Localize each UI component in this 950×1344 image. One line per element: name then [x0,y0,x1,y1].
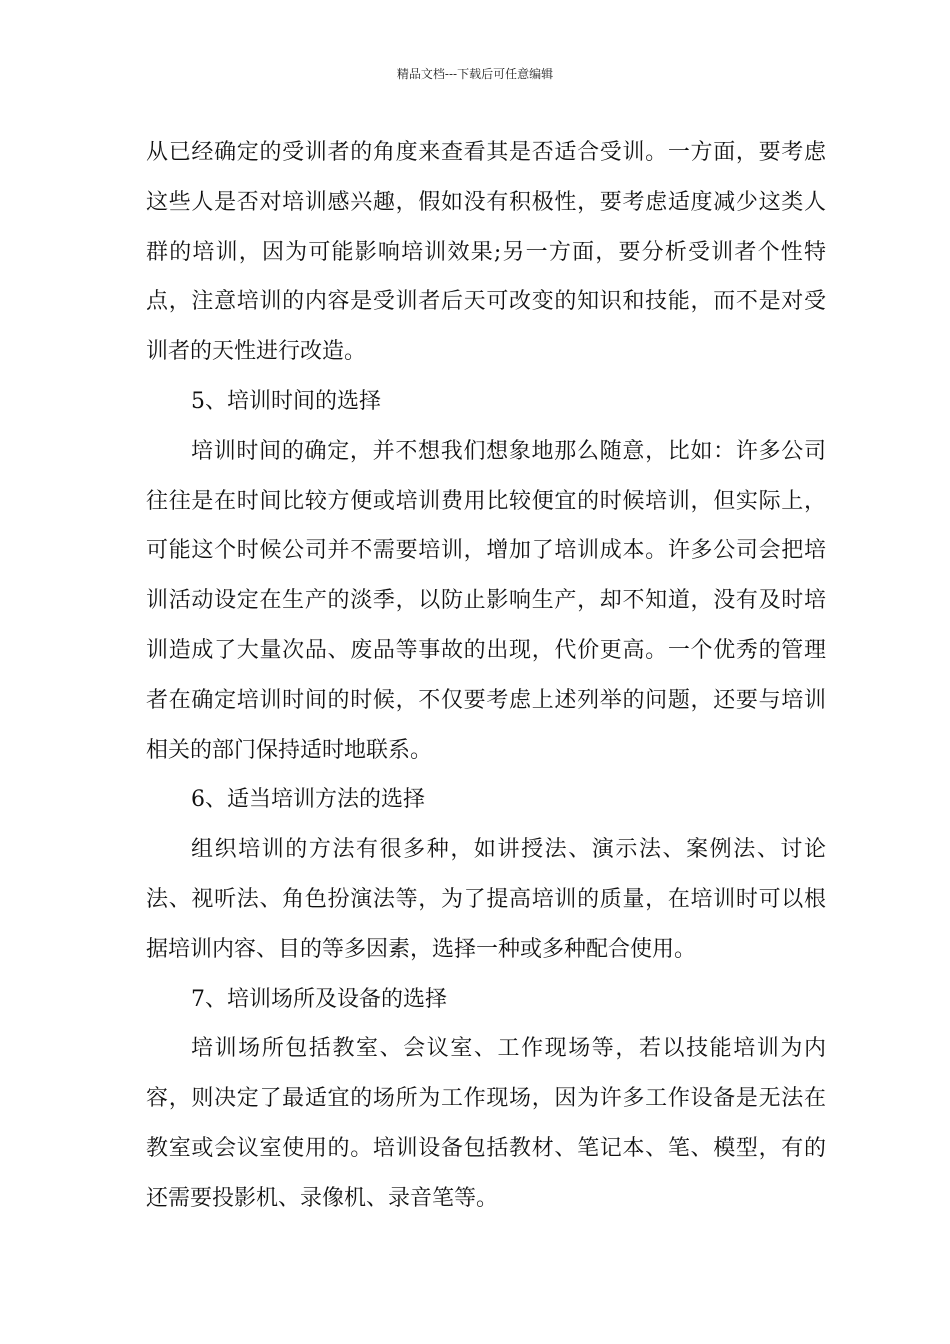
section-heading-7: 7、培训场所及设备的选择 [191,986,447,1012]
paragraph-training-methods: 组织培训的方法有很多种，如讲授法、演示法、案例法、讨论法、视听法、角色扮演法等，为了提高培训的质量，在培训时可以根据培训内容、目的等多因素，选择一种或多种配合使用。 [146,837,826,962]
page-header: 精品文档---下载后可任意编辑 [396,67,554,81]
paragraph-trainee-suitability: 从已经确定的受训者的角度来查看其是否适合受训。一方面，要考虑这些人是否对培训感兴趣，假如没有积极性，要考虑适度减少这类人群的培训，因为可能影响培训效果;另一方面，要分析受训者个性特点，注意培训的内容是受训者后天可改变的知识和技能，而不是对受训者的天性进行改造。 [146,140,826,365]
paragraph-training-venue: 培训场所包括教室、会议室、工作现场等，若以技能培训为内容，则决定了最适宜的场所为工作现场，因为许多工作设备是无法在教室或会议室使用的。培训设备包括教材、笔记本、笔、模型，有的还需要投影机、录像机、录音笔等。 [146,1036,826,1211]
document-body [146,128,826,1224]
paragraph-training-time: 培训时间的确定，并不想我们想象地那么随意，比如：许多公司往往是在时间比较方便或培训费用比较便宜的时候培训，但实际上，可能这个时候公司并不需要培训，增加了培训成本。许多公司会把培训活动设定在生产的淡季，以防止影响生产，却不知道，没有及时培训造成了大量次品、废品等事故的出现，代价更高。一个优秀的管理者在确定培训时间的时候，不仅要考虑上述列举的问题，还要与培训相关的部门保持适时地联系。 [146,438,826,763]
section-heading-5: 5、培训时间的选择 [191,388,381,414]
section-heading-6: 6、适当培训方法的选择 [191,787,425,813]
